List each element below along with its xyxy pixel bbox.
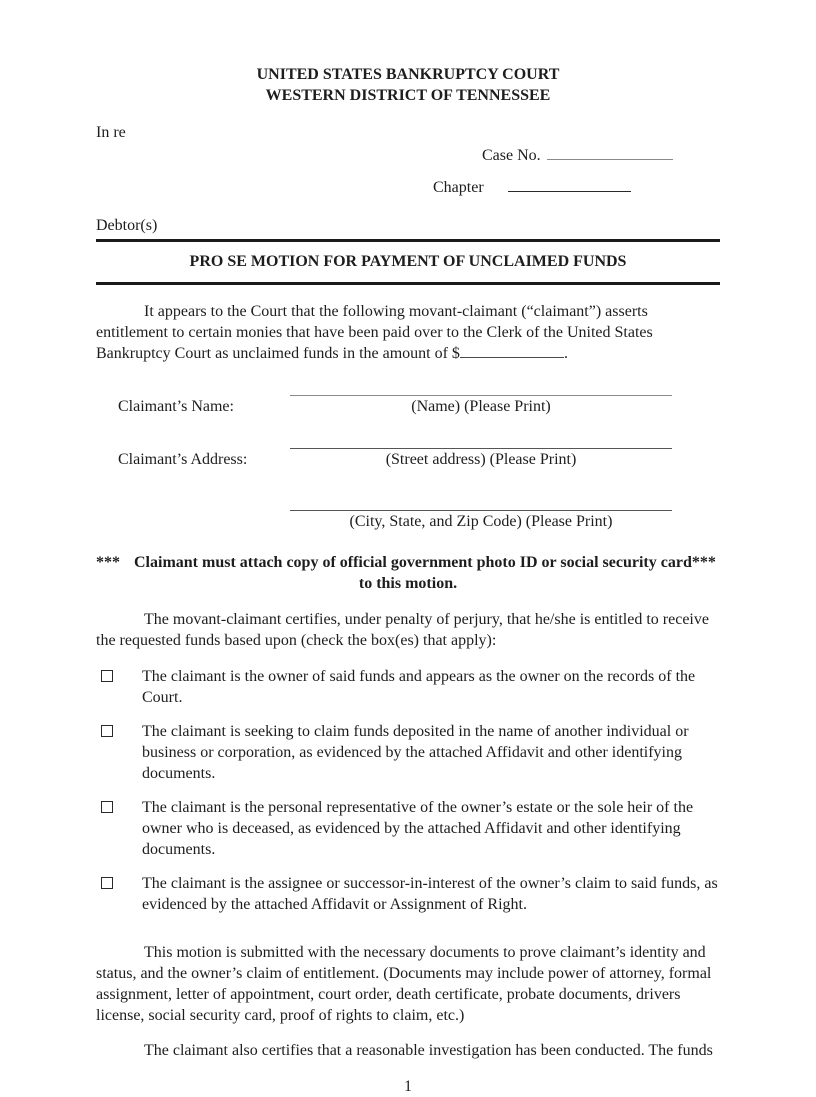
checkbox-list: [96, 666, 720, 915]
city-state-zip-blank[interactable]: [290, 490, 672, 511]
case-number-blank[interactable]: [547, 159, 673, 160]
document-title: PRO SE MOTION FOR PAYMENT OF UNCLAIMED FUNDS: [189, 253, 627, 270]
court-header: [96, 64, 720, 106]
claimant-name-label: Claimant’s Name:: [118, 398, 234, 415]
street-address-blank[interactable]: [290, 428, 672, 449]
checkbox-label: The claimant is the assignee or successor-in-interest of the owner’s claim to said funds, as evidenced by the attached Affidavit or Assignment of Right.: [142, 875, 718, 913]
claimant-name-row: [96, 375, 720, 417]
checkbox-icon[interactable]: [101, 877, 113, 889]
court-district: WESTERN DISTRICT OF TENNESSEE: [265, 87, 551, 104]
checkbox-icon[interactable]: [101, 670, 113, 682]
attachment-notice-line1: [96, 552, 720, 573]
separator-rule-bottom: [96, 282, 720, 285]
court-name: UNITED STATES BANKRUPTCY COURT: [256, 66, 560, 83]
submission-paragraph: This motion is submitted with the necessary documents to prove claimant’s identity and status, and the owner’s claim of entitlement. (Documents may include power of attorney, formal assignment, letter of appointment, court order, death certificate, probate documents, drivers license, social security card, proof of rights to claim, etc.): [96, 944, 712, 1024]
certification-paragraph: The movant-claimant certifies, under penalty of perjury, that he/she is entitled to receive the requested funds based upon (check the box(es) that apply):: [96, 611, 709, 649]
in-re-label: In re: [96, 124, 126, 141]
chapter-label: Chapter: [433, 179, 484, 196]
claimant-name-caption: (Name) (Please Print): [411, 398, 551, 415]
chapter-blank[interactable]: [508, 191, 631, 192]
case-number-label: Case No.: [482, 147, 541, 164]
debtors-label: Debtor(s): [96, 217, 158, 234]
intro-text-end: .: [563, 345, 568, 362]
chapter-row: [433, 177, 720, 198]
claimant-address-label: Claimant’s Address:: [118, 451, 248, 468]
page-number: 1: [404, 1078, 412, 1095]
notice-stars: ***: [96, 554, 120, 571]
checkbox-label: The claimant is the owner of said funds and appears as the owner on the records of the Court.: [142, 668, 696, 706]
notice-text: Claimant must attach copy of official government photo ID or social security card***: [134, 554, 716, 571]
attachment-notice-line2: to this motion.: [358, 575, 458, 592]
claimant-address-row: [96, 428, 720, 470]
city-state-zip-row: [290, 490, 672, 532]
claimant-name-blank[interactable]: [290, 375, 672, 396]
claimant-address-fill: [290, 428, 672, 470]
amount-blank[interactable]: [460, 357, 564, 358]
checkbox-item-personal-representative: [96, 797, 720, 860]
street-address-caption: (Street address) (Please Print): [385, 451, 577, 468]
intro-text: It appears to the Court that the following movant-claimant (“claimant”) asserts entitlement to certain monies that have been paid over to the Clerk of the United States Bankruptcy Court as unclaimed funds in the amount of $: [96, 303, 653, 362]
checkbox-item-another-name: [96, 721, 720, 784]
checkbox-icon[interactable]: [101, 725, 113, 737]
intro-paragraph: [96, 301, 720, 364]
investigation-paragraph: The claimant also certifies that a reasonable investigation has been conducted. The funds: [144, 1042, 713, 1059]
checkbox-label: The claimant is the personal representative of the owner’s estate or the sole heir of the owner who is deceased, as evidenced by the attached Affidavit and other identifying documents.: [142, 799, 694, 858]
attachment-notice: [96, 552, 720, 594]
checkbox-icon[interactable]: [101, 801, 113, 813]
checkbox-item-assignee: [96, 873, 720, 915]
case-number-row: [482, 145, 720, 166]
checkbox-item-owner: [96, 666, 720, 708]
claimant-name-fill: [290, 375, 672, 417]
checkbox-label: The claimant is seeking to claim funds deposited in the name of another individual or business or corporation, as evidenced by the attached Affidavit and other identifying documents.: [142, 723, 689, 782]
city-state-zip-caption: (City, State, and Zip Code) (Please Print): [349, 513, 613, 530]
